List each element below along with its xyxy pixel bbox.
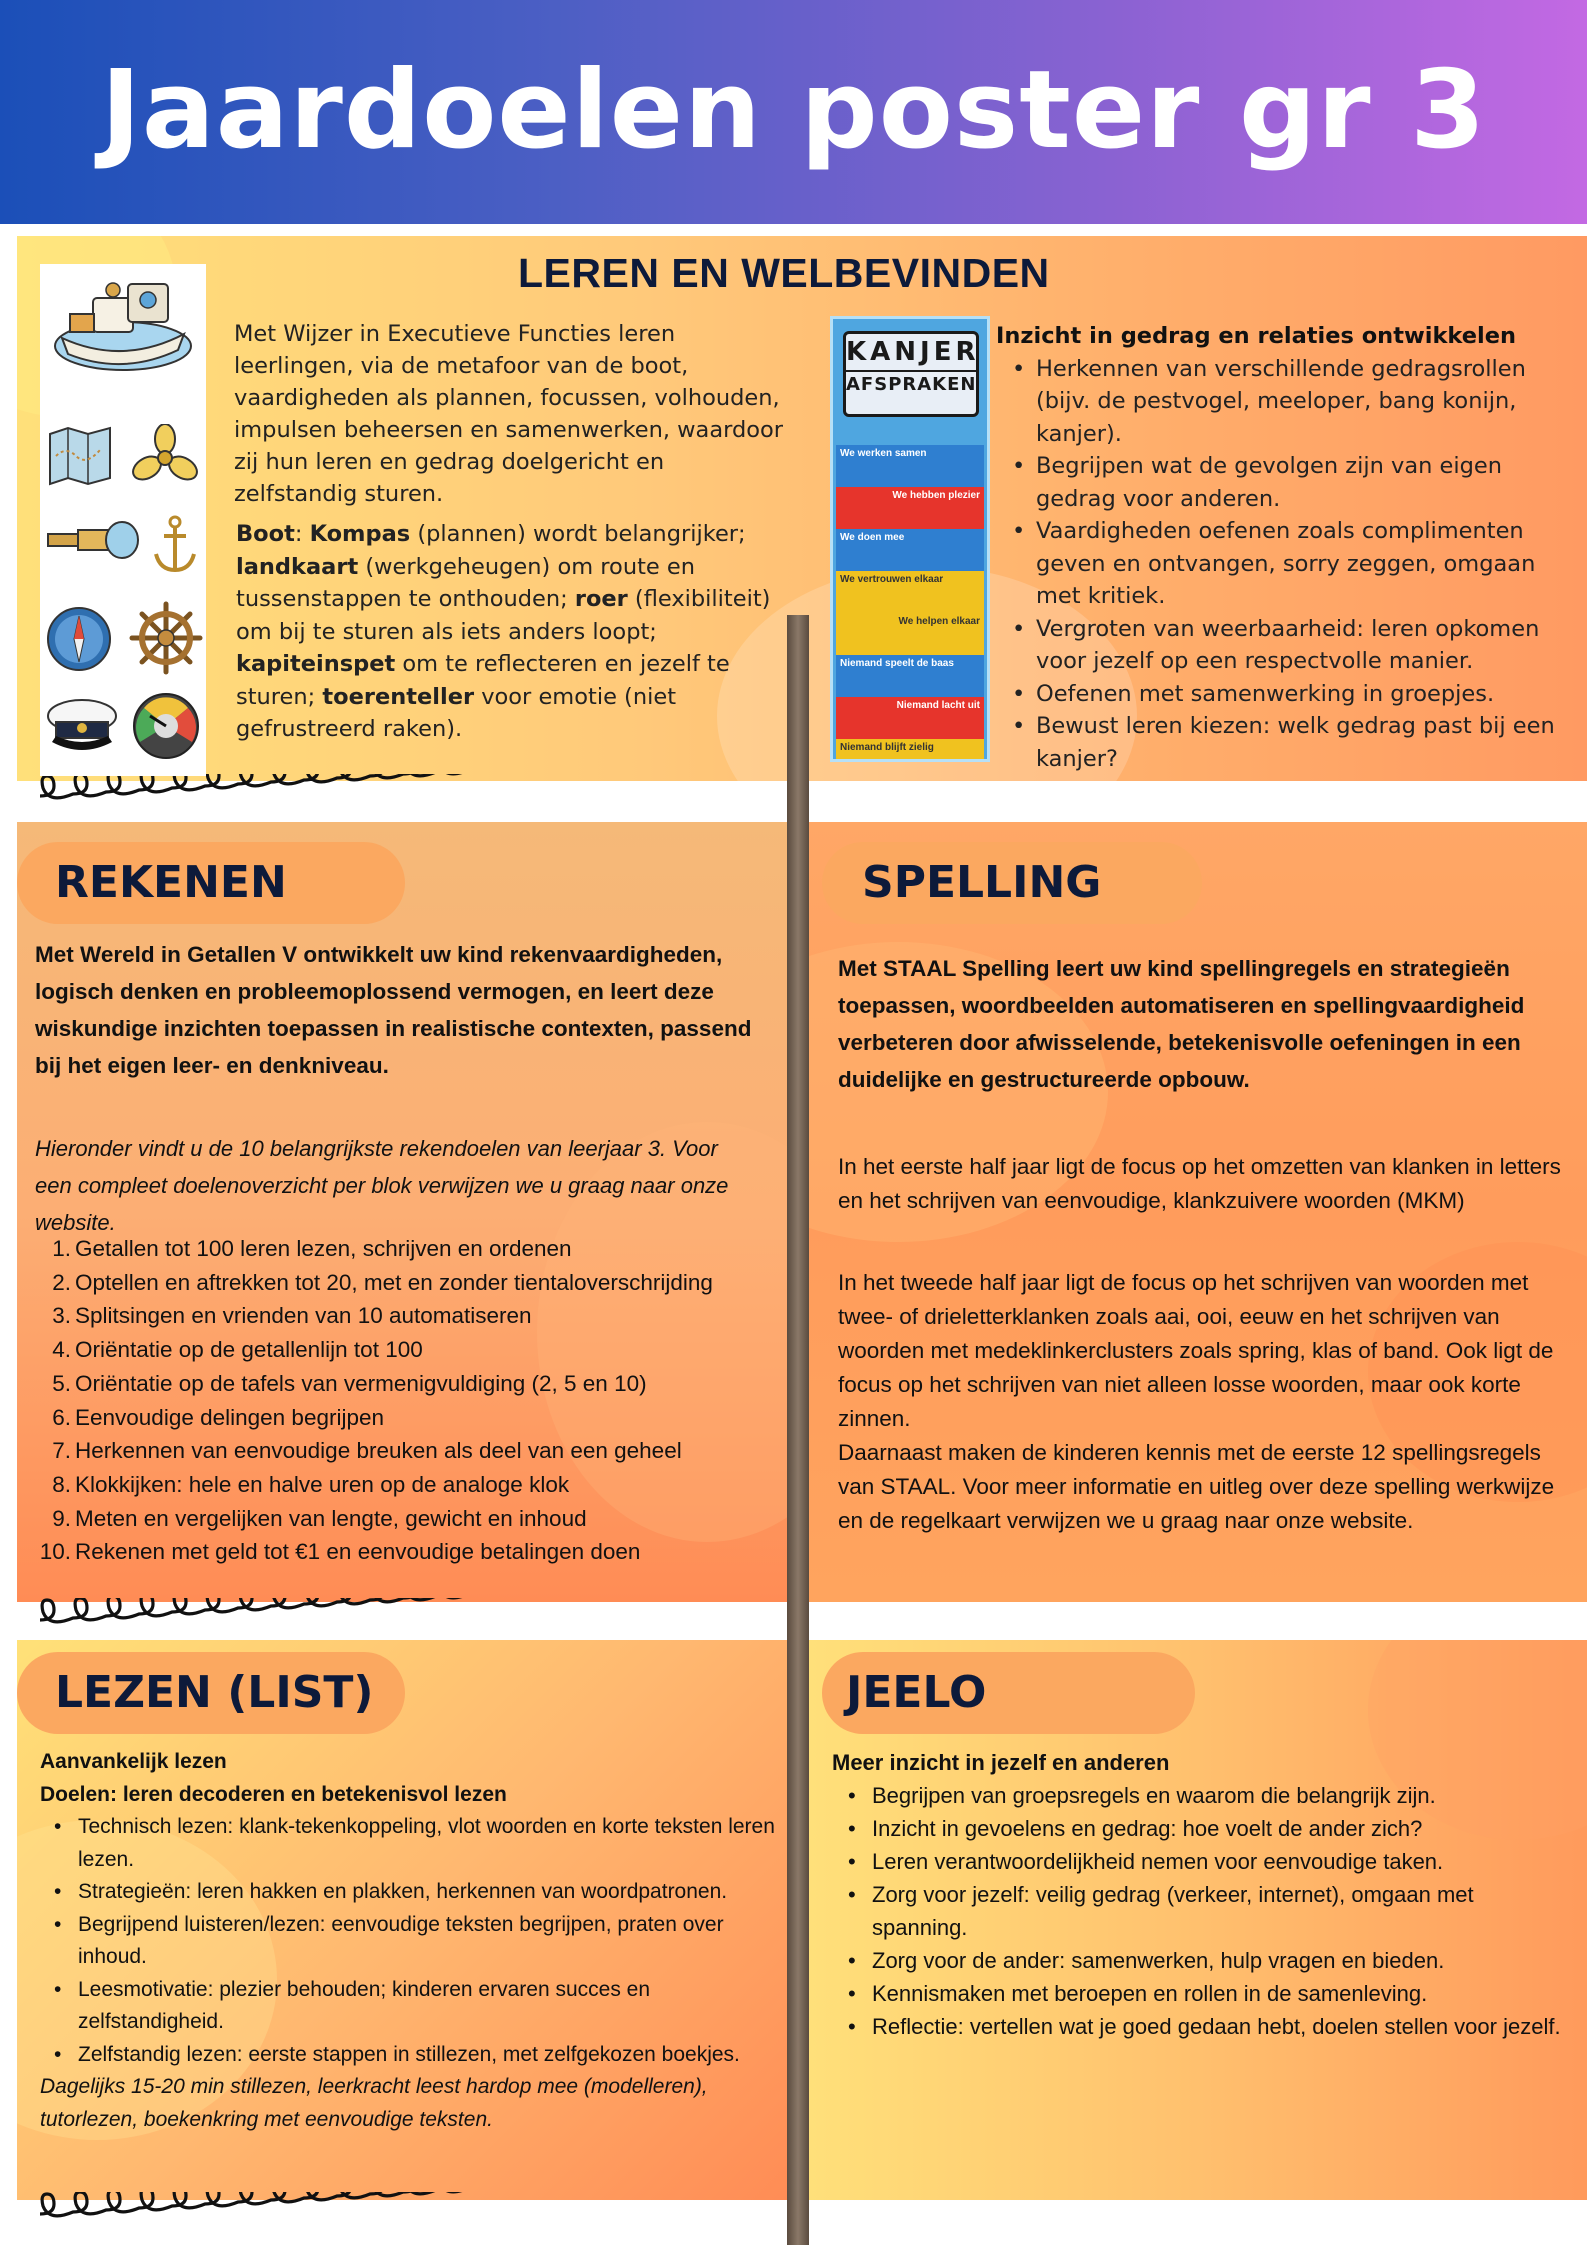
loop-divider-2 bbox=[40, 1598, 1550, 1638]
list-item: • Bewust leren kiezen: welk gedrag past bij een kanjer? bbox=[996, 710, 1566, 775]
poster-header bbox=[0, 0, 1587, 224]
anchor-icon bbox=[150, 514, 200, 576]
list-item: • Herkennen van verschillende gedragsrollen (bijv. de pestvogel, meeloper, bang konijn, kanjer). bbox=[996, 353, 1566, 451]
kanjer-rule: We werken samen bbox=[836, 445, 984, 487]
spelling-paragraph-2: In het tweede half jaar ligt de focus op het schrijven van woorden met twee- of drieletterklanken zoals aai, ooi, eeuw en het schrijven van woorden met medeklinkerclusters zoals spring, klas of band. Ook ligt de focus op het schrijven van niet alleen losse woorden, maar ook korte zinnen. bbox=[838, 1270, 1554, 1431]
boot-description: Boot: Kompas (plannen) wordt belangrijker; landkaart (werkgeheugen) om route en tussenstappen te onthouden; roer (flexibiliteit) om bij te sturen als iets anders loopt; kapiteinspet om te reflecteren en jezelf te sturen; toerenteller voor emotie (niet gefrustreerd raken). bbox=[236, 521, 771, 742]
stick-divider bbox=[787, 615, 809, 2245]
list-item: • Vaardigheden oefenen zoals complimenten geven en ontvangen, sorry zeggen, omgaan met kritiek. bbox=[996, 515, 1566, 613]
speedometer-icon bbox=[130, 690, 202, 762]
section-title-leren-welbevinden: LEREN EN WELBEVINDEN bbox=[518, 250, 1050, 296]
lezen-footer-note: Dagelijks 15-20 min stillezen, leerkracht leest hardop mee (modelleren), tutorlezen, boekenkring met eenvoudige teksten. bbox=[40, 2075, 708, 2131]
list-item: 1. Getallen tot 100 leren lezen, schrijven en ordenen bbox=[52, 1236, 572, 1261]
list-item: 7. Herkennen van eenvoudige breuken als deel van een geheel bbox=[52, 1438, 682, 1464]
spyglass-icon bbox=[44, 518, 144, 562]
list-item: 8. Klokkijken: hele en halve uren op de analoge klok bbox=[52, 1471, 570, 1497]
kanjer-rule: Niemand speelt de baas bbox=[836, 655, 984, 697]
kanjer-logo: KANJER AFSPRAKEN bbox=[843, 331, 979, 417]
list-item: 3. Splitsingen en vrienden van 10 automatiseren bbox=[52, 1303, 532, 1329]
boat-icon bbox=[48, 268, 198, 378]
lezen-list bbox=[40, 1811, 780, 2071]
list-item: • Technisch lezen: klank-tekenkoppeling, vlot woorden en korte teksten leren lezen. bbox=[40, 1811, 780, 1876]
jeelo-heading: Meer inzicht in jezelf en anderen bbox=[832, 1750, 1170, 1775]
inzicht-heading: Inzicht in gedrag en relaties ontwikkelen bbox=[996, 323, 1517, 349]
list-item: • Reflectie: vertellen wat je goed gedaan hebt, doelen stellen voor jezelf. bbox=[832, 2010, 1572, 2043]
spelling-paragraph-3: Daarnaast maken de kinderen kennis met de eerste 12 spellingsregels van STAAL. Voor meer informatie en uitleg over deze spelling werkwijze en de regelkaart verwijzen we u graag naar onze website. bbox=[838, 1440, 1555, 1533]
kanjer-rule: We hebben plezier bbox=[836, 487, 984, 529]
kanjer-afspraken-card bbox=[830, 316, 990, 762]
list-item: • Vergroten van weerbaarheid: leren opkomen voor jezelf op een respectvolle manier. bbox=[996, 613, 1566, 678]
map-icon bbox=[46, 426, 116, 486]
list-item: 4. Oriëntatie op de getallenlijn tot 100 bbox=[52, 1337, 423, 1363]
kanjer-rule: We doen mee bbox=[836, 529, 984, 571]
kanjer-rule: Niemand lacht uit bbox=[836, 697, 984, 739]
list-item: • Begrijpend luisteren/lezen: eenvoudige teksten begrijpen, praten over inhoud. bbox=[40, 1909, 780, 1974]
list-item: • Strategieën: leren hakken en plakken, herkennen van woordpatronen. bbox=[40, 1876, 780, 1909]
helm-icon bbox=[128, 600, 204, 676]
list-item: • Inzicht in gevoelens en gedrag: hoe voelt de ander zich? bbox=[832, 1812, 1572, 1845]
section-title-lezen: LEZEN (LIST) bbox=[17, 1652, 405, 1734]
kanjer-rule: Niemand blijft zielig bbox=[836, 739, 984, 762]
executive-functions-intro: Met Wijzer in Executieve Functies leren leerlingen, via de metafoor van de boot, vaardigheden als plannen, focussen, volhouden, impulsen beheersen en samenwerken, waardoor zij hun leren en gedrag doelgericht en zelfstandig sturen. bbox=[234, 321, 784, 507]
jeelo-content bbox=[832, 1746, 1572, 2043]
list-item: 9. Meten en vergelijken van lengte, gewicht en inhoud bbox=[52, 1505, 587, 1531]
lezen-subheading: Aanvankelijk lezen bbox=[40, 1750, 227, 1773]
poster-title: Jaardoelen poster gr 3 bbox=[100, 48, 1487, 173]
lezen-content bbox=[40, 1746, 780, 2136]
list-item: 2. Optellen en aftrekken tot 20, met en zonder tientaloverschrijding bbox=[52, 1269, 713, 1295]
loop-divider-3 bbox=[40, 2192, 1550, 2232]
spelling-paragraph-1: In het eerste half jaar ligt de focus op het omzetten van klanken in letters en het schrijven van eenvoudige, klankzuivere woorden (MKM) bbox=[838, 1154, 1561, 1213]
list-item: • Zelfstandig lezen: eerste stappen in stillezen, met zelfgekozen boekjes. bbox=[40, 2039, 780, 2072]
kanjer-rule: We helpen elkaar bbox=[836, 613, 984, 655]
list-item: • Leren verantwoordelijkheid nemen voor eenvoudige taken. bbox=[832, 1845, 1572, 1878]
list-item: • Leesmotivatie: plezier behouden; kinderen ervaren succes en zelfstandigheid. bbox=[40, 1974, 780, 2039]
compass-icon bbox=[44, 604, 114, 674]
list-item: • Zorg voor de ander: samenwerken, hulp vragen en bieden. bbox=[832, 1944, 1572, 1977]
rekenen-note: Hieronder vindt u de 10 belangrijkste rekendoelen van leerjaar 3. Voor een compleet doelenoverzicht per blok verwijzen we u graag naar onze website. bbox=[35, 1136, 729, 1235]
inzicht-list bbox=[996, 353, 1566, 776]
section-title-jeelo: JEELO bbox=[822, 1652, 1195, 1734]
list-item: 10. Rekenen met geld tot €1 en eenvoudige betalingen doen bbox=[39, 1539, 641, 1565]
spelling-intro: Met STAAL Spelling leert uw kind spellingregels en strategieën toepassen, woordbeelden automatiseren en spellingvaardigheid verbeteren door afwisselende, betekenisvolle oefeningen in een duidelijke en gestructureerde opbouw. bbox=[838, 956, 1525, 1092]
list-item: 6. Eenvoudige delingen begrijpen bbox=[52, 1404, 385, 1430]
rekenen-intro: Met Wereld in Getallen V ontwikkelt uw kind rekenvaardigheden, logisch denken en probleemoplossend vermogen, en leert deze wiskundige inzichten toepassen in realistische contexten, passend bij het eigen leer- en denkniveau. bbox=[35, 942, 752, 1078]
list-item: • Zorg voor jezelf: veilig gedrag (verkeer, internet), omgaan met spanning. bbox=[832, 1878, 1572, 1944]
section-title-spelling: SPELLING bbox=[822, 842, 1202, 924]
rekenen-goals bbox=[35, 1232, 775, 1569]
loop-divider-1 bbox=[40, 774, 1550, 814]
captain-hat-icon bbox=[42, 694, 120, 760]
list-item: • Oefenen met samenwerking in groepjes. bbox=[996, 678, 1566, 711]
jeelo-list bbox=[832, 1779, 1572, 2043]
propeller-icon bbox=[132, 424, 198, 490]
list-item: • Kennismaken met beroepen en rollen in de samenleving. bbox=[832, 1977, 1572, 2010]
lezen-goals-heading: Doelen: leren decoderen en betekenisvol lezen bbox=[40, 1782, 507, 1806]
section-title-rekenen: REKENEN bbox=[17, 842, 405, 924]
kanjer-rule: We vertrouwen elkaar bbox=[836, 571, 984, 613]
list-item: • Begrijpen wat de gevolgen zijn van eigen gedrag voor anderen. bbox=[996, 450, 1566, 515]
inzicht-gedrag-block bbox=[996, 320, 1566, 775]
list-item: 5. Oriëntatie op de tafels van vermenigvuldiging (2, 5 en 10) bbox=[52, 1370, 647, 1396]
executive-functions-icons bbox=[40, 264, 206, 776]
list-item: • Begrijpen van groepsregels en waarom die belangrijk zijn. bbox=[832, 1779, 1572, 1812]
